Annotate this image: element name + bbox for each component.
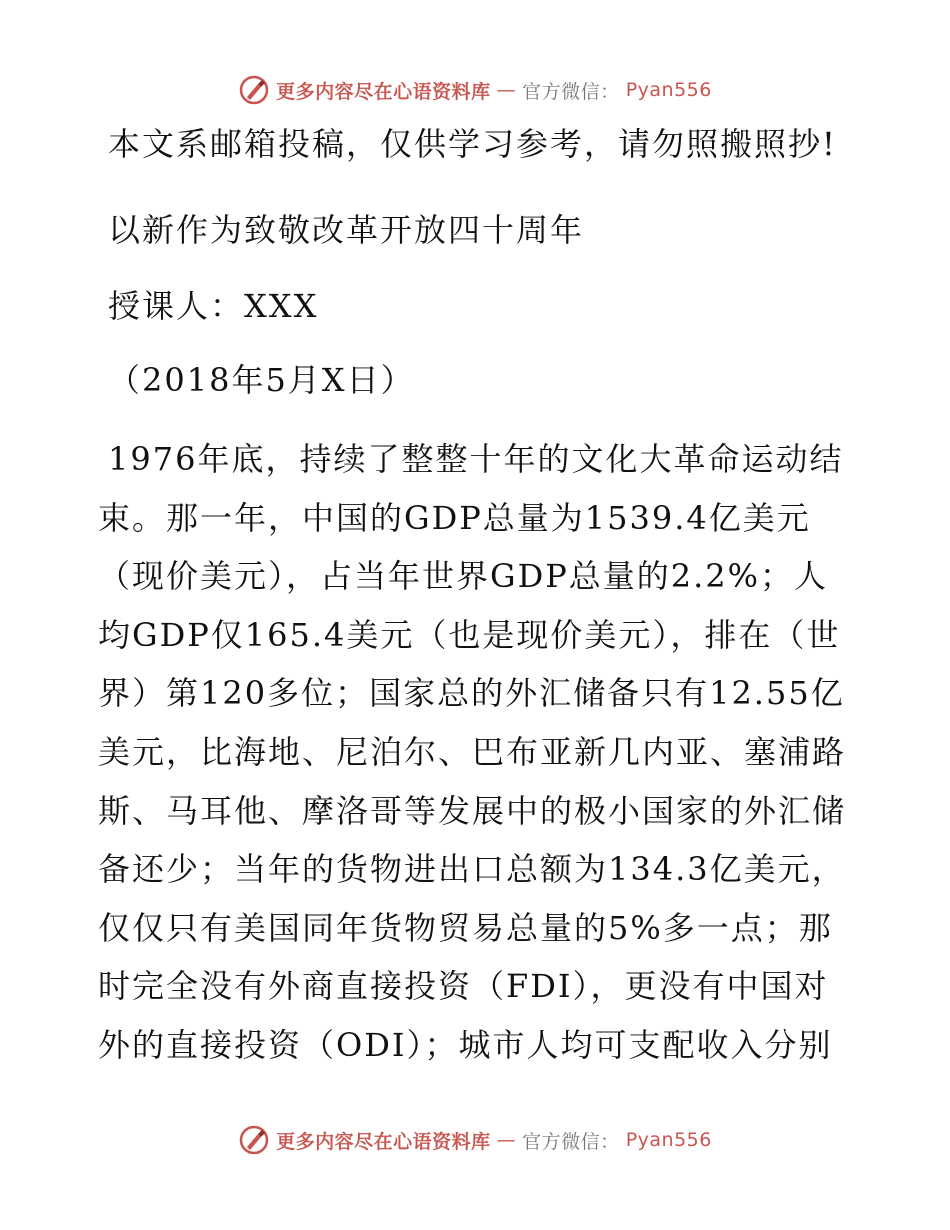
watermark-brand: Pyan556: [625, 79, 712, 101]
watermark-brand: Pyan556: [625, 1129, 712, 1151]
watermark-main-text: 更多内容尽在心语资料库: [276, 80, 491, 103]
watermark-label: 官方微信：: [522, 80, 620, 103]
watermark-dash: —: [496, 79, 517, 101]
main-paragraph: 1976年底，持续了整整十年的文化大革命运动结束。那一年，中国的GDP总量为1539.4亿美元（现价美元），占当年世界GDP总量的2.2%；人均GDP仅165.4美元（也是现价美元），排在（世界）第120多位；国家总的外汇储备只有12.55亿美元，比海地、尼泊尔、巴布亚新几内亚、塞浦路斯、马耳他、摩洛哥等发展中的极小国家的外汇储备还少；当年的货物进出口总额为134.3亿美元，仅仅只有美国同年货物贸易总量的5%多一点；那时完全没有外商直接投资（FDI），更没有中国对外的直接投资（ODI）；城市人均可支配收入分别: [98, 440, 847, 1064]
watermark-footer: [0, 1120, 950, 1160]
watermark-label: 官方微信：: [522, 1130, 620, 1153]
document-body: [98, 120, 858, 1075]
date-line: （2018年5月X日）: [108, 361, 415, 399]
lecturer-line: 授课人：XXX: [108, 287, 319, 325]
notice-text: 本文系邮箱投稿，仅供学习参考，请勿照搬照抄!: [108, 125, 837, 163]
watermark-header: [0, 70, 950, 110]
pen-logo-icon: [238, 74, 270, 106]
document-title: 以新作为致敬改革开放四十周年: [108, 211, 585, 249]
watermark-main-text: 更多内容尽在心语资料库: [276, 1130, 491, 1153]
pen-logo-icon: [238, 1124, 270, 1156]
watermark-dash: —: [496, 1129, 517, 1151]
